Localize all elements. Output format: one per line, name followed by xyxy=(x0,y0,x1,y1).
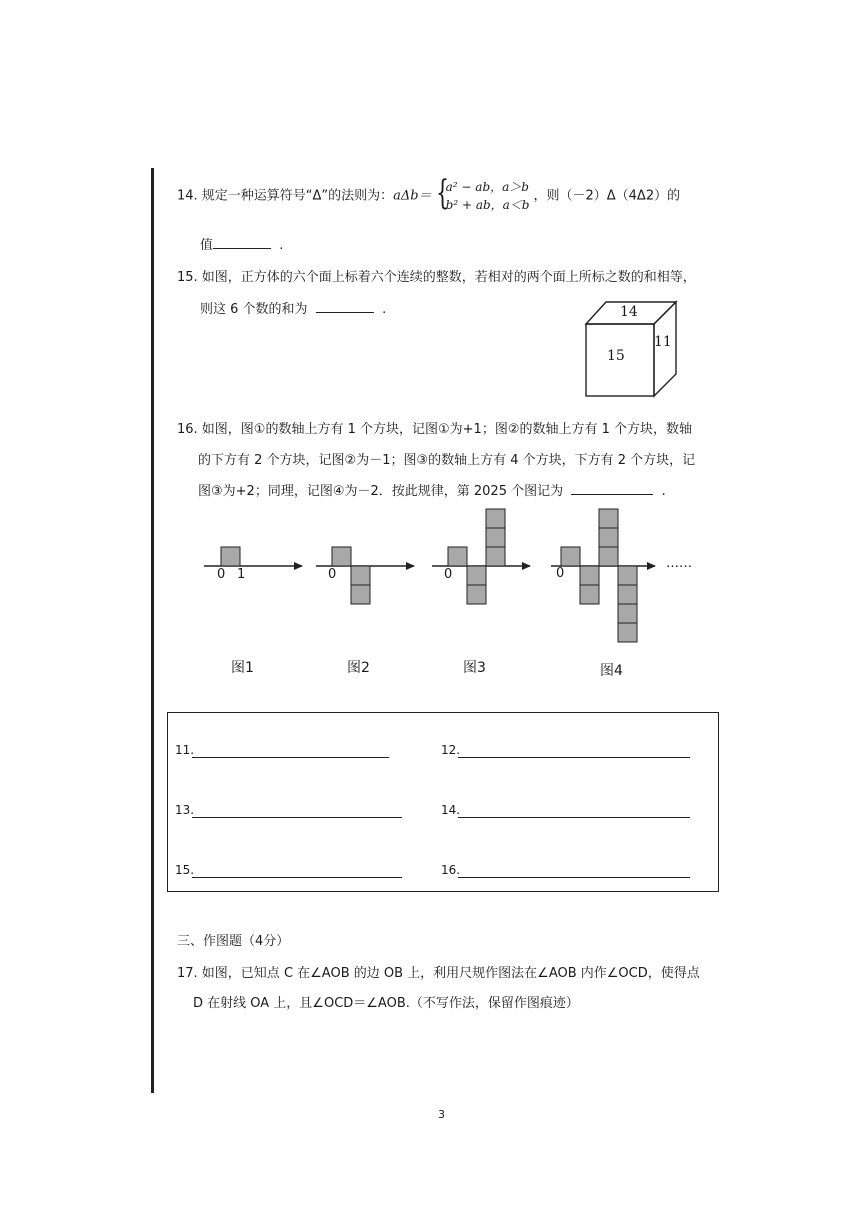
figure-2-zero: 0 xyxy=(328,567,337,582)
block-below-fig3 xyxy=(467,585,486,604)
cube-front-number: 15 xyxy=(607,348,625,364)
figure-3-label: 图3 xyxy=(463,660,486,676)
figure-1-label: 图1 xyxy=(231,660,254,676)
q15-answer-blank[interactable] xyxy=(316,298,374,313)
answer-label-15: 15. xyxy=(175,863,195,877)
arrow-right-icon xyxy=(647,562,656,570)
block-above-fig4 xyxy=(599,509,618,528)
q14-prefix: 14. 规定一种运算符号“Δ”的法则为： xyxy=(177,188,394,204)
q14-answer-blank[interactable] xyxy=(213,234,271,249)
answer-label-11: 11. xyxy=(175,743,195,757)
figure-1-one: 1 xyxy=(237,567,246,582)
block-above-fig3 xyxy=(448,547,467,566)
question-17-line2: D 在射线 OA 上，且∠OCD＝∠AOB.（不写作法，保留作图痕迹） xyxy=(193,996,579,1011)
question-15-line1: 15. 如图，正方体的六个面上标着六个连续的整数，若相对的两个面上所标之数的和相等， xyxy=(177,270,696,285)
answer-label-12: 12. xyxy=(441,743,461,757)
block-below-fig4 xyxy=(618,623,637,642)
block-below-fig4 xyxy=(580,566,599,585)
q15-line2-text: 则这 6 个数的和为 xyxy=(200,302,308,317)
q16-line3-text: 图③为+2；同理，记图④为－2．按此规律，第 2025 个图记为 xyxy=(198,484,564,499)
answer-line-14[interactable] xyxy=(458,816,690,818)
arrow-right-icon xyxy=(294,562,303,570)
question-14-line2 xyxy=(200,234,283,253)
block-above-fig3 xyxy=(486,509,505,528)
arrow-right-icon xyxy=(522,562,531,570)
ellipsis: …… xyxy=(666,556,692,571)
block-below-fig4 xyxy=(618,604,637,623)
answer-label-16: 16. xyxy=(441,863,461,877)
figure-3-zero: 0 xyxy=(444,567,453,582)
page-number: 3 xyxy=(438,1108,445,1121)
figure-2-label: 图2 xyxy=(347,660,370,676)
figure-4-label: 图4 xyxy=(600,663,623,679)
answer-box xyxy=(167,712,719,892)
block-above-fig2 xyxy=(332,547,351,566)
block-below-fig3 xyxy=(467,566,486,585)
q14-suffix: ，则（－2）Δ（4Δ2）的 xyxy=(533,188,681,204)
cube-side-number: 11 xyxy=(654,334,672,350)
block-above-fig4 xyxy=(561,547,580,566)
question-17-line1: 17. 如图，已知点 C 在∠AOB 的边 OB 上，利用尺规作图法在∠AOB 内作∠OCD，使得点 xyxy=(177,966,700,981)
block-below-fig2 xyxy=(351,566,370,585)
block-above-fig3 xyxy=(486,528,505,547)
q16-figures xyxy=(0,490,868,650)
figure-1-zero: 0 xyxy=(217,567,226,582)
block-below-fig2 xyxy=(351,585,370,604)
q14-case-2: b² + ab，a＜b xyxy=(445,198,530,212)
block-below-fig4 xyxy=(580,585,599,604)
block-below-fig4 xyxy=(618,585,637,604)
block-above-fig4 xyxy=(599,528,618,547)
left-brace-icon: { xyxy=(435,173,449,213)
block-below-fig4 xyxy=(618,566,637,585)
q15-end: . xyxy=(382,302,387,317)
cube-top-number: 14 xyxy=(620,304,638,320)
question-14 xyxy=(177,173,681,214)
question-15-line2 xyxy=(200,298,386,317)
q14-lhs: aΔb＝ xyxy=(393,188,432,204)
q14-line2-text: 值 xyxy=(200,238,214,253)
q14-end: . xyxy=(279,238,284,253)
answer-line-15[interactable] xyxy=(192,876,402,878)
q14-case-1: a² − ab，a＞b xyxy=(445,180,529,194)
q14-piecewise xyxy=(435,173,530,214)
arrow-right-icon xyxy=(406,562,415,570)
answer-line-12[interactable] xyxy=(458,756,690,758)
q16-end: . xyxy=(661,484,666,499)
answer-label-13: 13. xyxy=(175,803,195,817)
block-above-fig3 xyxy=(486,547,505,566)
answer-line-13[interactable] xyxy=(192,816,402,818)
answer-label-14: 14. xyxy=(441,803,461,817)
question-16-line1: 16. 如图，图①的数轴上方有 1 个方块，记图①为+1；图②的数轴上方有 1 个方块，数轴 xyxy=(177,422,693,437)
section-3-heading: 三、作图题（4分） xyxy=(177,934,290,949)
block-above-fig1 xyxy=(221,547,240,566)
question-16-line2: 的下方有 2 个方块，记图②为－1；图③的数轴上方有 4 个方块，下方有 2 个方块，记 xyxy=(198,453,696,468)
block-above-fig4 xyxy=(599,547,618,566)
answer-line-11[interactable] xyxy=(192,756,389,758)
answer-line-16[interactable] xyxy=(458,876,690,878)
figure-4-zero: 0 xyxy=(556,566,565,581)
